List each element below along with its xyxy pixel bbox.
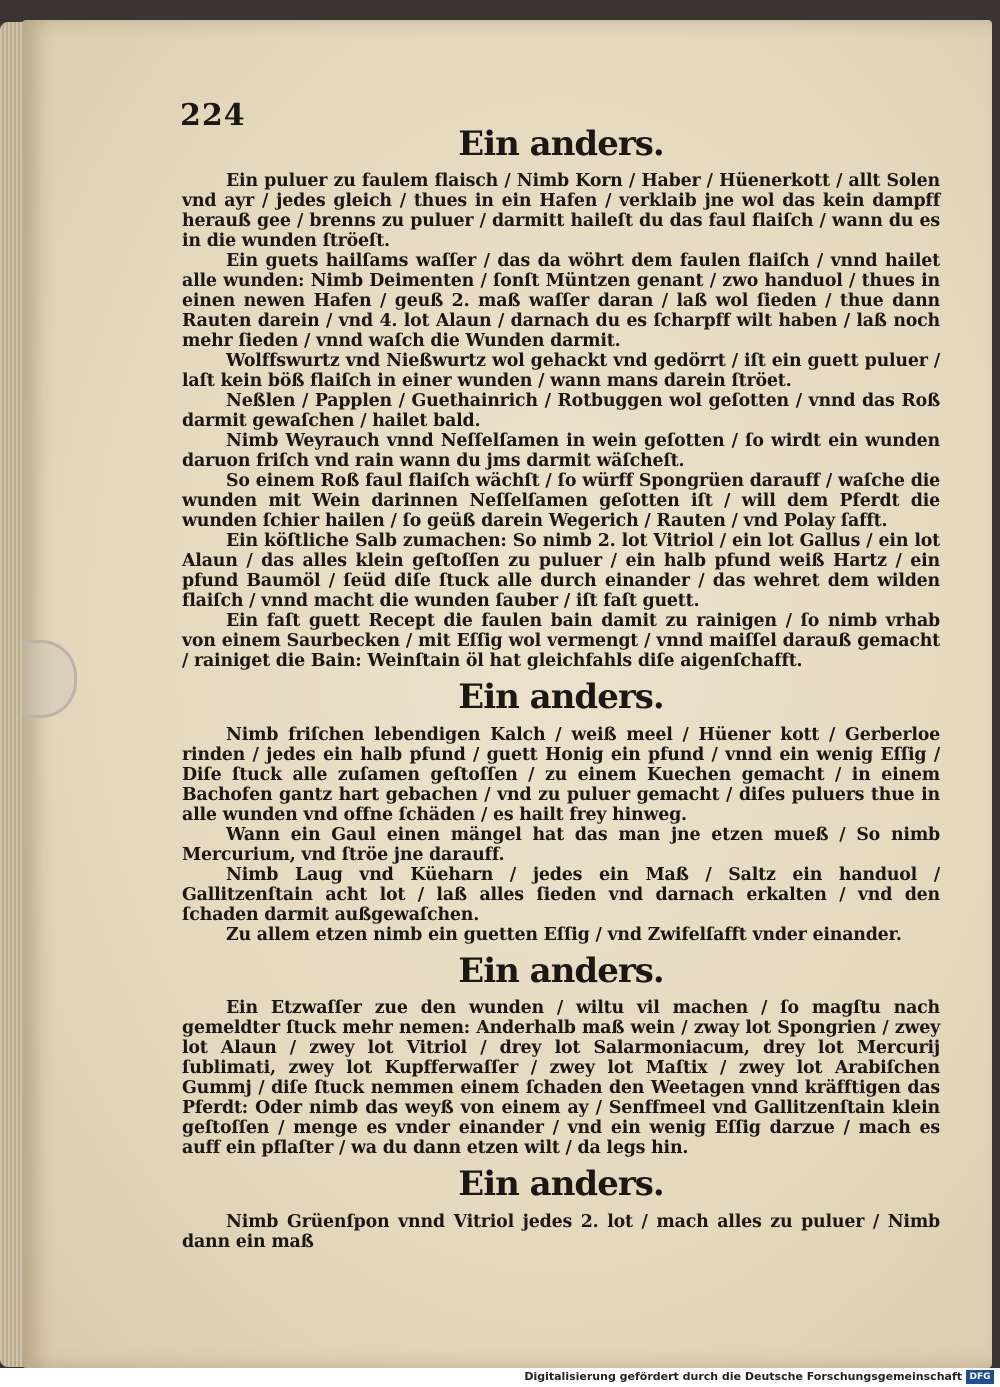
paragraph: Ein faſt guett Recept die faulen bain damit zu rainigen / ſo nimb vrhab von einem Saurbecken / mit Eſſig wol vermengt / vnnd maiſſel darauß gemacht / rainiget die Bain: Weinſtain öl hat gleichfahls diſe aigenſchafft. [182, 611, 940, 672]
section-3 [182, 950, 940, 1159]
paragraph: Ein Etzwaſſer zue den wunden / wiltu vil machen / ſo magſtu nach gemeldter ſtuck mehr nemen: Anderhalb maß wein / zway lot Spongrien / zwey lot Alaun / zwey lot Vitriol / drey lot Salarmoniacum, drey lot Mercurij ſublimati, zwey lot Kupfferwaſſer / zwey lot Maſtix / zwey lot Arabiſchen Gummj / diſe ſtuck nemmen einem ſchaden den Weetagen vnnd kräfftigen das Pferdt: Oder nimb das weyß von einem ay / Senffmeel vnd Gallitzenſtain klein geſtoſſen / menge es vnder einander / vnd ein wenig Eſſig darzue / mach es auff ein pflaſter / wa du dann etzen wilt / da legs hin. [182, 998, 940, 1159]
funding-notice: Digitalisierung gefördert durch die Deutsche Forschungsgemeinschaft [524, 1370, 962, 1383]
paragraph: Ein köſtliche Salb zumachen: So nimb 2. lot Vitriol / ein lot Gallus / ein lot Alaun / das alles klein geſtoſſen zu puluer / ein halb pfund weiß Hartz / ein pfund Baumöl / ſeüd diſe ſtuck alle durch einander / das wehret dem wilden flaiſch / vnnd macht die wunden ſauber / iſt faſt guett. [182, 531, 940, 612]
section-heading: Ein anders. [458, 950, 664, 991]
paragraph: So einem Roß faul flaiſch wächſt / ſo würff Spongrüen darauff / waſche die wunden mit Wein darinnen Neſſelſamen geſotten iſt / will dem Pferdt die wunden ſchier hailen / ſo geüß darein Wegerich / Rauten / vnd Polay ſafft. [182, 471, 940, 532]
paragraph: Nimb Weyrauch vnnd Neſſelſamen in wein geſotten / ſo wirdt ein wunden daruon friſch vnd rain wann du jms darmit wäſcheſt. [182, 431, 940, 472]
paragraph: Ein puluer zu faulem flaisch / Nimb Korn / Haber / Hüenerkott / allt Solen vnd ayr / jedes gleich / thues in ein Hafen / verklaib jne wol das kein dampff herauß gee / brenns zu puluer / darmitt haileſt du das faul flaiſch / wann du es in die wunden ſtröeſt. [182, 171, 940, 252]
paragraph: Ein guets hailſams waſſer / das da wöhrt dem faulen flaiſch / vnnd hailet alle wunden: Nimb Deimenten / ſonſt Müntzen genant / zwo handuol / thues in einen newen Hafen / geuß 2. maß waſſer daran / laß wol ſieden / thue dann Rauten darein / vnd 4. lot Alaun / darnach du es ſcharpff wilt haben / laß noch mehr ſieden / vnnd waſch die Wunden darmit. [182, 251, 940, 352]
section-heading: Ein anders. [458, 124, 664, 164]
paragraph: Nimb friſchen lebendigen Kalch / weiß meel / Hüener kott / Gerberloe rinden / jedes ein halb pfund / guett Honig ein pfund / vnnd ein wenig Eſſig / Diſe ſtuck alle zuſamen geſtoſſen / zu einem Kuechen gemacht / in einem Bachofen gantz hart gebachen / vnd zu puluer gemacht / diſes puluers thue in alle wunden vnd offne ſchäden / es hailt frey hinweg. [182, 724, 940, 825]
paper-clip [22, 640, 77, 718]
dfg-logo: DFG [966, 1370, 994, 1384]
page-number: 224 [180, 98, 246, 133]
paragraph: Nimb Laug vnd Küeharn / jedes ein Maß / Saltz ein handuol / Gallitzenſtain acht lot / laß alles ſieden vnd darnach erkalten / vnd den ſchaden darmit außgewaſchen. [182, 864, 940, 925]
paragraph: Wann ein Gaul einen mängel hat das man jne etzen mueß / So nimb Mercurium, vnd ſtröe jne darauff. [182, 824, 940, 865]
paragraph: Neßlen / Papplen / Guethainrich / Rotbuggen wol geſotten / vnnd das Roß darmit gewaſchen / hailet bald. [182, 391, 940, 432]
section-1 [182, 126, 940, 671]
paragraph: Zu allem etzen nimb ein guetten Eſſig / vnd Zwifelſafft vnder einander. [226, 924, 902, 945]
section-4 [182, 1166, 940, 1251]
paragraph: Nimb Grüenſpon vnnd Vitriol jedes 2. lot / mach alles zu puluer / Nimb dann ein maß [182, 1211, 940, 1252]
footer-bar [0, 1368, 1000, 1387]
page-text [182, 126, 940, 1252]
section-heading: Ein anders. [458, 1164, 664, 1205]
paragraph: Wolffswurtz vnd Nießwurtz wol gehackt vnd gedörrt / iſt ein guett puluer / laſt kein böß flaiſch in einer wunden / wann mans darein ſtröet. [182, 351, 940, 392]
section-heading: Ein anders. [458, 677, 664, 718]
section-2 [182, 679, 940, 944]
